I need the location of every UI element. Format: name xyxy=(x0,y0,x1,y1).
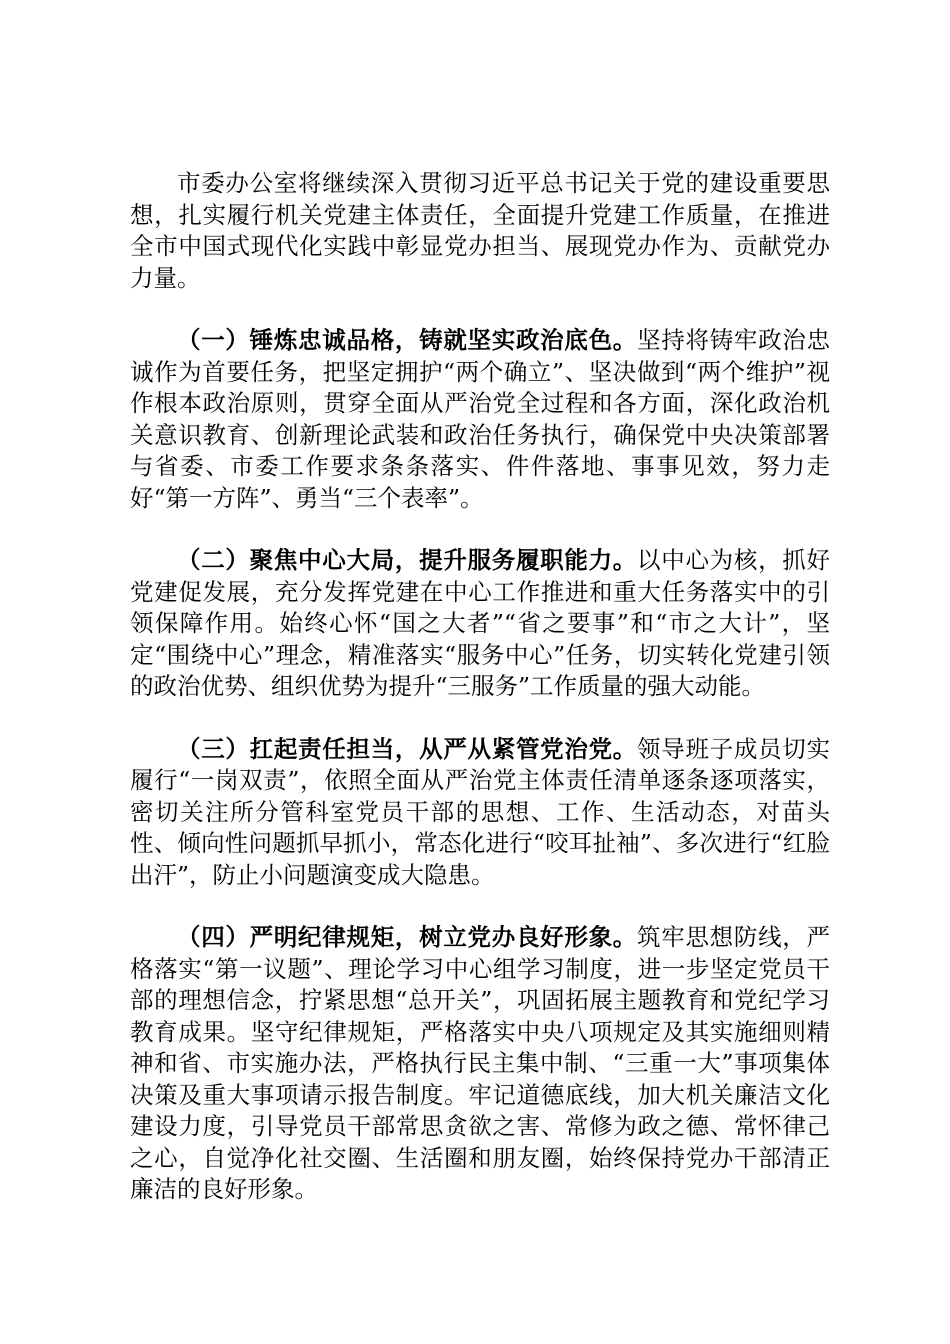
section-4-paragraph xyxy=(130,922,830,1206)
section-3-body: 领导班子成员切实履行“一岗双责”，依照全面从严治党主体责任清单逐条逐项落实，密切关注所分管科室党员干部的思想、工作、生活动态，对苗头性、倾向性问题抓早抓小，常态化进行“咬耳扯袖”、多次进行“红脸出汗”，防止小问题演变成大隐患。 xyxy=(130,734,831,889)
section-1-paragraph xyxy=(130,325,830,514)
section-3-paragraph xyxy=(130,734,830,892)
section-1-heading: （一）锤炼忠诚品格，铸就坚实政治底色。 xyxy=(177,326,638,354)
section-2-paragraph xyxy=(130,545,830,703)
section-2-body: 以中心为核，抓好党建促发展，充分发挥党建在中心工作推进和重大任务落实中的引领保障作用。始终心怀“国之大者”“省之要事”和“市之大计”，坚定“围绕中心”理念，精准落实“服务中心”任务，切实转化党建引领的政治优势、组织优势为提升“三服务”工作质量的强大动能。 xyxy=(130,546,831,700)
intro-paragraph: 市委办公室将继续深入贯彻习近平总书记关于党的建设重要思想，扎实履行机关党建主体责任，全面提升党建工作质量，在推进全市中国式现代化实践中彰显党办担当、展现党办作为、贡献党办力量。 xyxy=(130,169,830,292)
section-4-body: 筑牢思想防线，严格落实“第一议题”、理论学习中心组学习制度，进一步坚定党员干部的理想信念，拧紧思想“总开关”，巩固拓展主题教育和党纪学习教育成果。坚守纪律规矩，严格落实中央八项规定及其实施细则精神和省、市实施办法，严格执行民主集中制、“三重一大”事项集体决策及重大事项请示报告制度。牢记道德底线，加大机关廉洁文化建设力度，引导党员干部常思贪欲之害、常修为政之德、常怀律己之心，自觉净化社交圈、生活圈和朋友圈，始终保持党办干部清正廉洁的良好形象。 xyxy=(130,923,831,1203)
section-3-heading: （三）扛起责任担当，从严从紧管党治党。 xyxy=(177,734,638,763)
section-1-body: 坚持将铸牢政治忠诚作为首要任务，把坚定拥护“两个确立”、坚决做到“两个维护”视作根本政治原则，贯穿全面从严治党全过程和各方面，深化政治机关意识教育、创新理论武装和政治任务执行，确保党中央决策部署与省委、市委工作要求条条落实、件件落地、事事见效，努力走好“第一方阵”、勇当“三个表率”。 xyxy=(130,326,831,512)
section-4-heading: （四）严明纪律规矩，树立党办良好形象。 xyxy=(177,923,638,951)
section-2-heading: （二）聚焦中心大局，提升服务履职能力。 xyxy=(177,546,638,574)
document-page xyxy=(130,168,830,1237)
